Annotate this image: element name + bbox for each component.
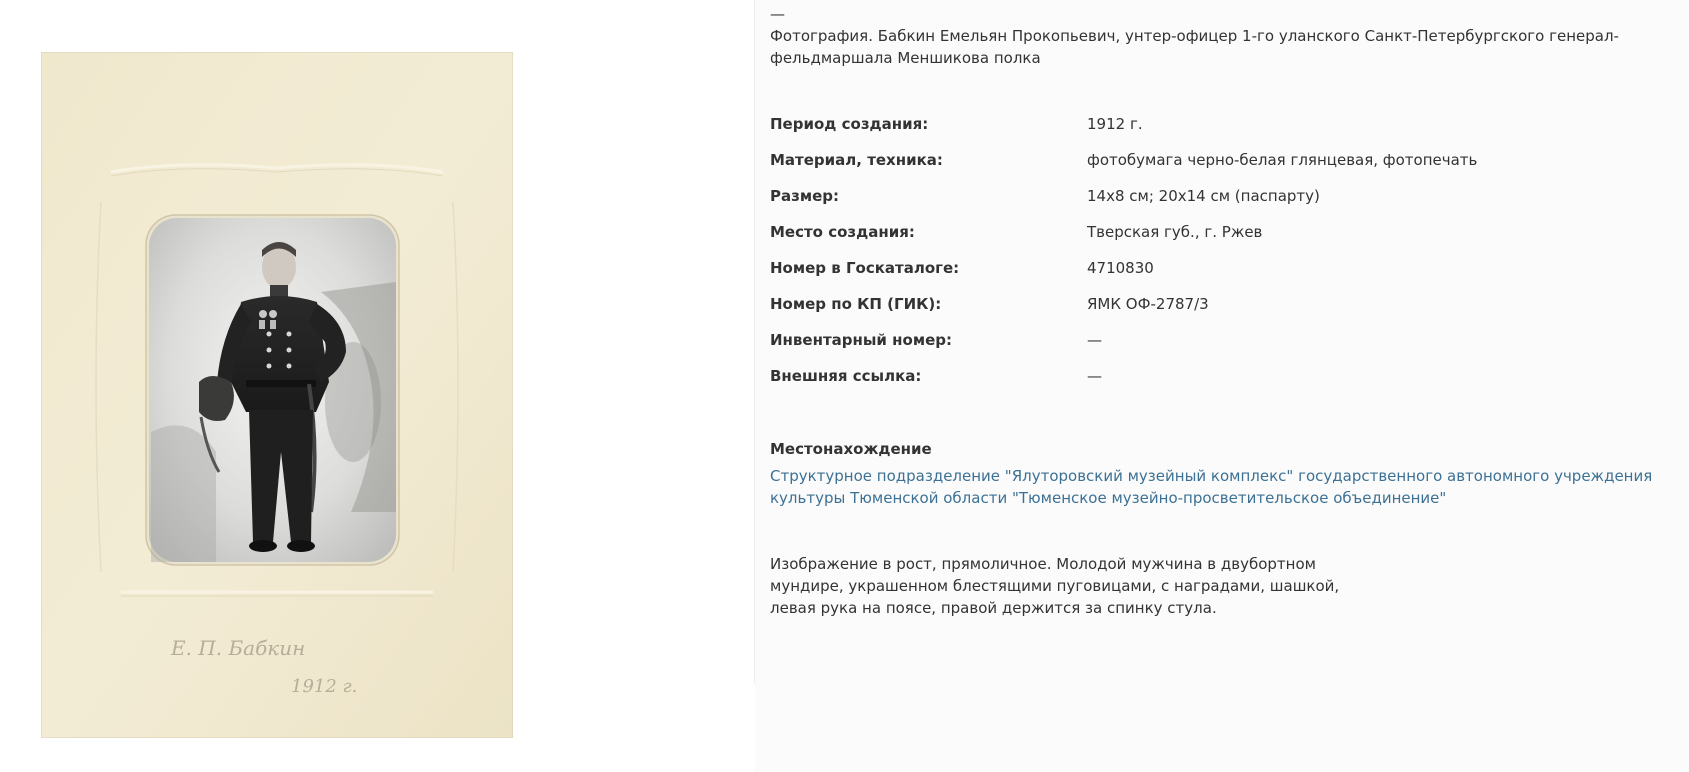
property-value: 4710830 — [1087, 259, 1154, 277]
property-row-place — [770, 221, 1685, 257]
photo-image — [41, 52, 513, 738]
property-label: Место создания: — [770, 223, 915, 241]
museum-object-photo[interactable] — [41, 52, 513, 738]
property-label: Номер по КП (ГИК): — [770, 295, 942, 313]
object-description: Изображение в рост, прямоличное. Молодой мужчина в двубортном мундире, украшенном блестящими пуговицами, с наградами, шашкой, левая рука на поясе, правой держится за спинку стула. — [770, 555, 1340, 617]
property-label: Внешняя ссылка: — [770, 367, 922, 385]
property-value: — — [1087, 367, 1102, 385]
mount-signature: Е. П. Бабкин — [171, 636, 306, 660]
properties-list — [770, 113, 1685, 401]
details-panel — [755, 0, 1689, 772]
property-label: Размер: — [770, 187, 840, 205]
property-row-goskatalog — [770, 257, 1685, 293]
property-value: ЯМК ОФ-2787/3 — [1087, 295, 1209, 313]
top-dash: — — [770, 5, 785, 23]
property-value: — — [1087, 331, 1102, 349]
property-row-size — [770, 185, 1685, 221]
property-value: фотобумага черно-белая глянцевая, фотопечать — [1087, 151, 1478, 169]
image-panel — [0, 0, 755, 772]
object-title: Фотография. Бабкин Емельян Прокопьевич, унтер-офицер 1-го уланского Санкт-Петербургского генерал-фельдмаршала Меншикова полка — [770, 27, 1619, 67]
property-row-inventory — [770, 329, 1685, 365]
property-value: 14х8 см; 20х14 см (паспарту) — [1087, 187, 1320, 205]
property-label: Инвентарный номер: — [770, 331, 952, 349]
property-label: Номер в Госкаталоге: — [770, 259, 960, 277]
mount-date: 1912 г. — [291, 676, 358, 697]
property-row-material — [770, 149, 1685, 185]
location-link[interactable]: Структурное подразделение "Ялуторовский музейный комплекс" государственного автономного учреждения культуры Тюменской области "Тюменское музейно-просветительское объединение" — [770, 467, 1653, 507]
property-value: Тверская губ., г. Ржев — [1087, 223, 1263, 241]
property-row-kp-number — [770, 293, 1685, 329]
property-row-external-link — [770, 365, 1685, 401]
property-row-period — [770, 113, 1685, 149]
property-label: Период создания: — [770, 115, 929, 133]
property-label: Материал, техника: — [770, 151, 943, 169]
property-value: 1912 г. — [1087, 115, 1143, 133]
location-heading: Местонахождение — [770, 440, 932, 458]
